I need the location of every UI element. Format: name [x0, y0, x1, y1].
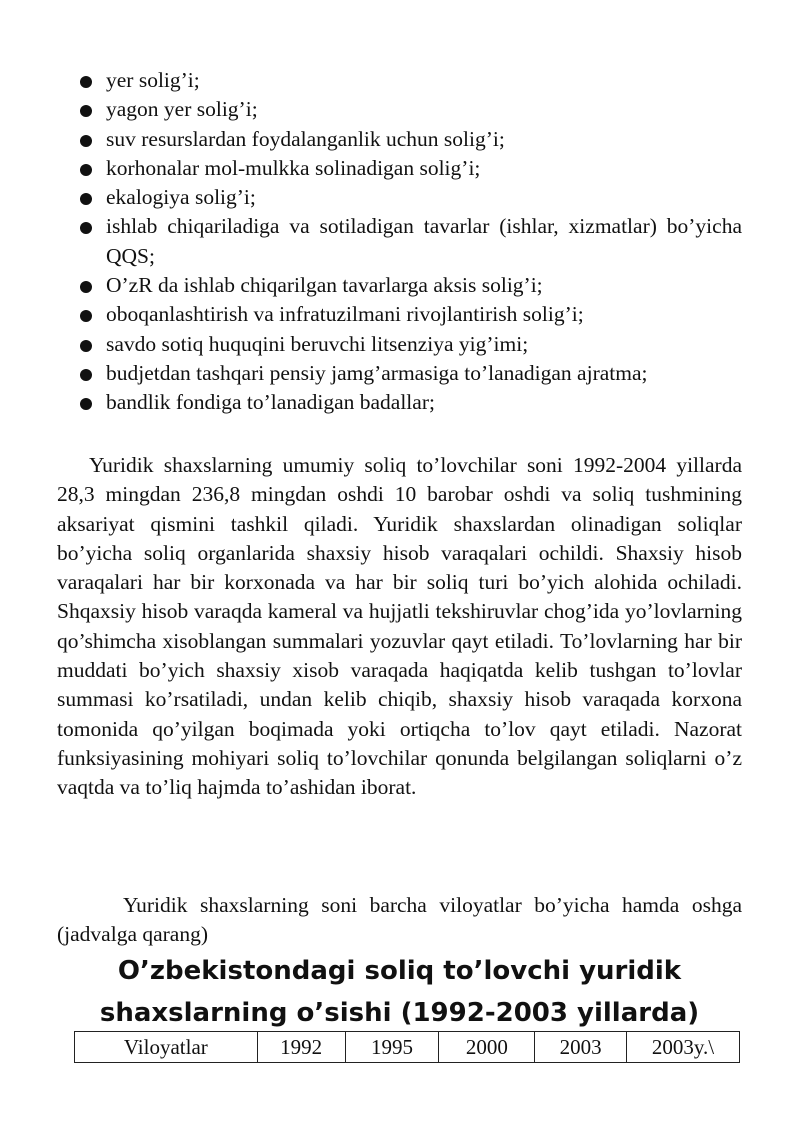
list-item-text: savdo sotiq huquqini beruvchi litsenziya yig’imi; — [106, 331, 529, 356]
list-item-text: bandlik fondiga to’lanadigan badallar; — [106, 390, 435, 415]
column-header-1995: 1995 — [345, 1032, 439, 1063]
column-header-viloyatlar: Viloyatlar — [75, 1032, 258, 1063]
bullet-icon — [80, 310, 92, 322]
list-item-text: yagon yer solig’i; — [106, 97, 258, 122]
bullet-icon — [80, 281, 92, 293]
bullet-icon — [80, 76, 92, 88]
bullet-icon — [80, 222, 92, 234]
list-item — [78, 300, 742, 329]
data-table — [74, 1031, 740, 1063]
list-item-text: suv resurslardan foydalanganlik uchun solig’i; — [106, 126, 505, 151]
table-intro-paragraph: Yuridik shaxslarning soni barcha viloyatlar bo’yicha hamda oshga (jadvalga qarang) — [57, 893, 742, 947]
list-item — [78, 330, 742, 359]
tax-list — [78, 66, 742, 418]
list-item-text: yer solig’i; — [106, 68, 200, 92]
list-item — [78, 66, 742, 95]
column-header-2003y: 2003y.\ — [627, 1032, 740, 1063]
column-header-2000: 2000 — [439, 1032, 535, 1063]
list-item-text: korhonalar mol-mulkka solinadigan solig’i; — [106, 155, 481, 180]
list-item — [78, 359, 742, 388]
list-item — [78, 271, 742, 300]
bullet-icon — [80, 340, 92, 352]
bullet-icon — [80, 135, 92, 147]
column-header-2003: 2003 — [535, 1032, 627, 1063]
bullet-icon — [80, 193, 92, 205]
list-item-text: budjetdan tashqari pensiy jamg’armasiga to’lanadigan ajratma; — [106, 360, 648, 385]
list-item — [78, 154, 742, 183]
bullet-icon — [80, 105, 92, 117]
list-item — [78, 212, 742, 271]
bullet-icon — [80, 369, 92, 381]
list-item-text: ishlab chiqariladiga va sotiladigan tavarlar (ishlar, xizmatlar) bo’yicha QQS; — [106, 214, 742, 268]
column-header-1992: 1992 — [257, 1032, 345, 1063]
bullet-icon — [80, 398, 92, 410]
table-header-row — [75, 1032, 740, 1063]
table-title: O’zbekistondagi soliq to’lovchi yuridik shaxslarning o’sishi (1992-2003 yillarda) — [99, 956, 700, 1028]
bullet-icon — [80, 164, 92, 176]
body-paragraph: Yuridik shaxslarning umumiy soliq to’lovchilar soni 1992-2004 yillarda 28,3 mingdan 236,8 mingdan oshdi 10 barobar oshdi va soliq tushmining aksariyat qismini tashkil qiladi. Yuridik shaxslardan olinadigan soliqlar bo’yicha soliq organlarida shaxsiy hisob varaqalari ochildi. Shaxsiy hisob varaqalari har bir korxonada va har bir soliq turi bo’yich alohida ochiladi. Shqaxsiy hisob varaqda kameral va hujjatli tekshiruvlar chog’ida yo’lovlarning qo’shimcha xisoblangan summalari yozuvlar qayt etiladi. To’lovlarning har bir muddati bo’yich shaxsiy xisob varaqada haqiqatda kelib tushgan to’lovlar summasi ko’rsatiladi, undan kelib chiqib, shaxsiy hisob varaqada korxona tomonida qo’yilgan boqimada yoki ortiqcha to’lov qayt etiladi. Nazorat funksiyasining mohiyari soliq to’lovchilar qonunda belgilangan soliqlarni o’z vaqtda va to’liq hajmda to’ashidan iborat. — [57, 453, 742, 800]
list-item — [78, 183, 742, 212]
list-item — [78, 125, 742, 154]
list-item — [78, 388, 742, 417]
list-item-text: oboqanlashtirish va infratuzilmani rivojlantirish solig’i; — [106, 302, 584, 327]
list-item-text: ekalogiya solig’i; — [106, 185, 256, 210]
list-item-text: O’zR da ishlab chiqarilgan tavarlarga aksis solig’i; — [106, 273, 543, 298]
list-item — [78, 95, 742, 124]
